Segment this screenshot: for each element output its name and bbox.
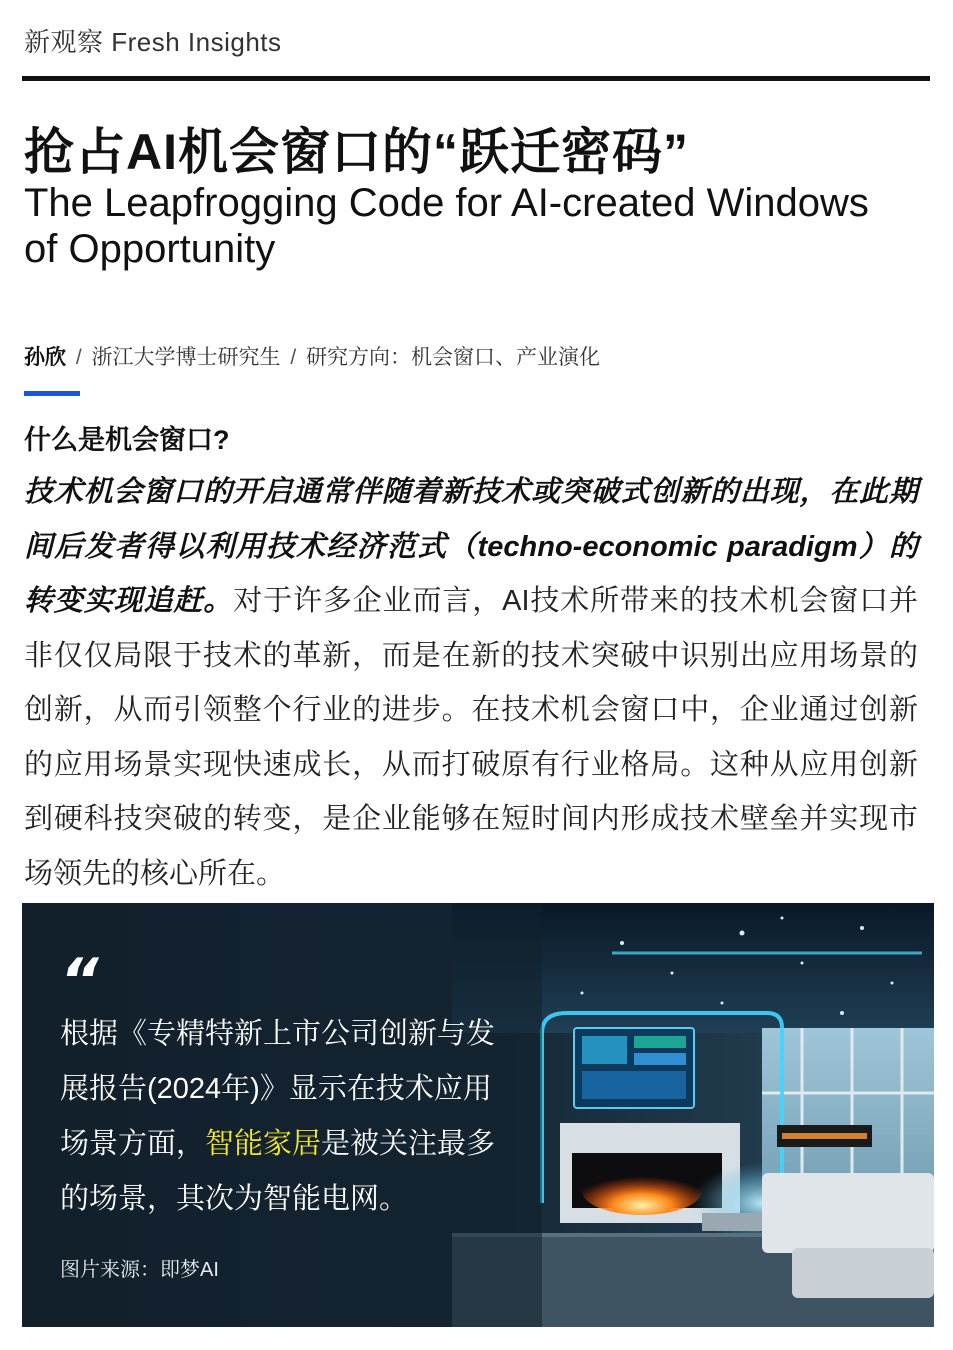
quote-text-part: 根据《专精特新上市公司创新与发展报告(2024年)》显示在技术应用场景方面，: [60, 1018, 496, 1160]
quote-highlight: 智能家居: [205, 1128, 322, 1160]
byline-separator: /: [290, 346, 297, 369]
byline: [24, 341, 600, 371]
article-title-cn: 抢占AI机会窗口的“跃迁密码”: [24, 124, 689, 180]
section-question: 什么是机会窗口?: [24, 425, 230, 455]
author-affiliation: 浙江大学博士研究生: [91, 346, 281, 369]
quote-mark-icon: “: [60, 946, 99, 1016]
lead-paragraph: 技术机会窗口的开启通常伴随着新技术或突破式创新的出现，在此期间后发者得以利用技术经济范式（techno-economic paradigm）的转变实现追赶。: [24, 476, 918, 617]
image-credit: 图片来源：即梦AI: [60, 1259, 219, 1281]
article-title-en: The Leapfrogging Code for AI-created Windows of Opportunity: [24, 181, 869, 271]
body-paragraph: 对于许多企业而言，AI技术所带来的技术机会窗口并非仅仅局限于技术的革新，而是在新的技术突破中识别出应用场景的创新，从而引领整个行业的进步。在技术机会窗口中，企业通过创新的应用场景实现快速成长，从而打破原有行业格局。这种从应用创新到硬科技突破的转变，是企业能够在短时间内形成技术壁垒并实现市场领先的核心所在。: [24, 585, 918, 890]
header-divider: [22, 76, 930, 81]
byline-separator: /: [75, 346, 82, 369]
quote-text: [60, 1007, 510, 1227]
research-direction: 研究方向：机会窗口、产业演化: [306, 346, 601, 369]
author-name: 孙欣: [24, 346, 66, 369]
quote-card: [22, 903, 934, 1327]
accent-bar: [24, 391, 80, 396]
article-body: [24, 465, 918, 901]
quote-text-part: 是被关注最多的场景，其次为智能电网。: [60, 1128, 496, 1215]
section-label: 新观察 Fresh Insights: [24, 27, 282, 57]
quote-content: [60, 946, 510, 1227]
